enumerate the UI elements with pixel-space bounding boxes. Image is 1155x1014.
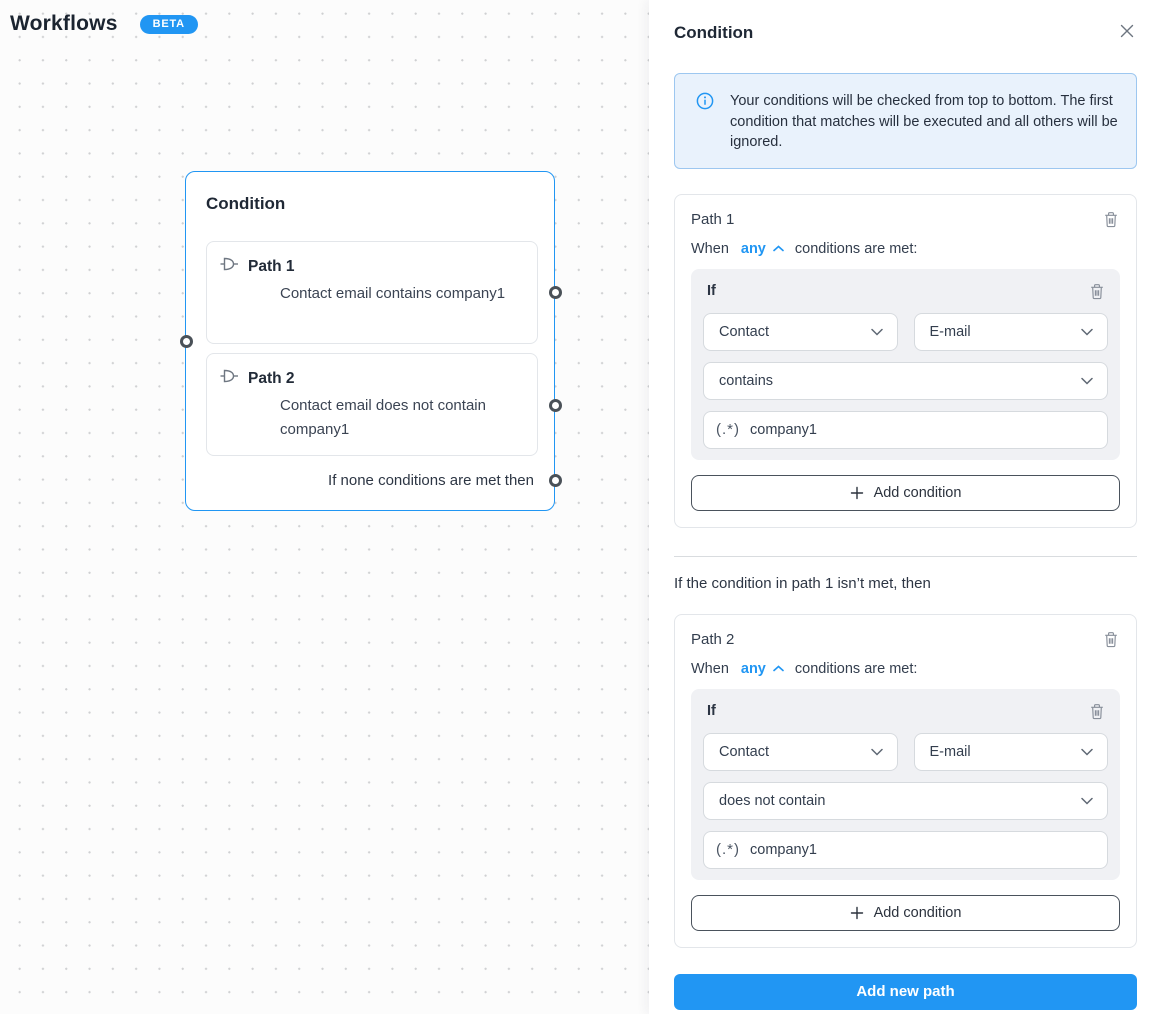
chevron-down-icon [1081,748,1093,756]
add-condition-button[interactable] [691,895,1120,931]
condition-node[interactable] [185,171,555,511]
value-input-wrap [703,831,1108,869]
add-condition-label: Add condition [873,904,962,921]
when-row [691,241,1120,257]
field-select-value: Contact [719,743,769,760]
path-1-editor [674,194,1137,528]
delete-path-2-icon[interactable] [1102,630,1120,649]
node-fallback-label: If none conditions are met then [328,472,534,489]
field-select[interactable] [703,733,898,771]
section-divider [674,556,1137,557]
panel-title: Condition [674,23,754,42]
node-path-2-label: Path 2 [248,369,295,387]
plus-icon [850,486,864,500]
chevron-up-icon[interactable] [773,245,784,252]
node-input-handle[interactable] [180,335,193,348]
fallback-explainer-text: If the condition in path 1 isn’t met, then [674,574,931,592]
node-path-2-description: Contact email does not contain company1 [280,397,486,438]
page-title: Workflows [10,12,118,35]
condition-group [691,269,1120,460]
plus-icon [850,906,864,920]
attribute-select-value: E-mail [929,743,971,760]
attribute-select[interactable] [914,313,1109,351]
branch-gate-icon [220,369,239,388]
path-1-output-handle[interactable] [549,286,562,299]
when-prefix: When [691,660,729,677]
node-path-2-card[interactable] [206,353,538,456]
info-banner [674,73,1137,169]
delete-condition-icon[interactable] [1088,702,1106,721]
chevron-up-icon[interactable] [773,665,784,672]
add-new-path-button[interactable]: Add new path [674,974,1137,1010]
add-condition-button[interactable] [691,475,1120,511]
regex-icon: (.*) [716,841,740,858]
path-2-editor [674,614,1137,948]
comparator-select[interactable] [703,782,1108,820]
condition-value-input[interactable] [750,842,1095,858]
add-condition-label: Add condition [873,484,962,501]
path-2-output-handle[interactable] [549,399,562,412]
chevron-down-icon [1081,377,1093,385]
regex-icon: (.*) [716,421,740,438]
chevron-down-icon [871,748,883,756]
branch-gate-icon [220,257,239,276]
when-suffix: conditions are met: [794,240,918,257]
beta-badge: BETA [140,15,198,34]
if-label: If [707,703,716,719]
node-path-1-label: Path 1 [248,257,295,275]
comparator-select-value: contains [719,372,774,389]
comparator-select[interactable] [703,362,1108,400]
when-prefix: When [691,240,729,257]
when-suffix: conditions are met: [794,660,918,677]
delete-condition-icon[interactable] [1088,282,1106,301]
condition-group [691,689,1120,880]
chevron-down-icon [871,328,883,336]
when-row [691,661,1120,677]
comparator-select-value: does not contain [719,792,826,809]
attribute-select[interactable] [914,733,1109,771]
delete-path-1-icon[interactable] [1102,210,1120,229]
info-icon [696,92,714,153]
info-banner-text: Your conditions will be checked from top to bottom. The first condition that matches will be executed and all others will be ignored. [730,93,1118,150]
attribute-select-value: E-mail [929,323,971,340]
canvas-header [10,12,198,36]
chevron-down-icon [1081,797,1093,805]
node-path-1-card[interactable] [206,241,538,344]
chevron-down-icon [1081,328,1093,336]
condition-value-input[interactable] [750,422,1095,438]
path-2-title: Path 2 [691,630,735,648]
when-operator-toggle[interactable]: any [740,240,766,257]
field-select[interactable] [703,313,898,351]
if-label: If [707,283,716,299]
condition-settings-panel [649,0,1155,1014]
path-1-title: Path 1 [691,210,735,228]
close-icon[interactable] [1113,17,1141,45]
field-select-value: Contact [719,323,769,340]
value-input-wrap [703,411,1108,449]
node-path-1-description: Contact email contains company1 [280,285,506,302]
condition-node-title: Condition [206,194,286,213]
when-operator-toggle[interactable]: any [740,660,766,677]
fallback-output-handle[interactable] [549,474,562,487]
